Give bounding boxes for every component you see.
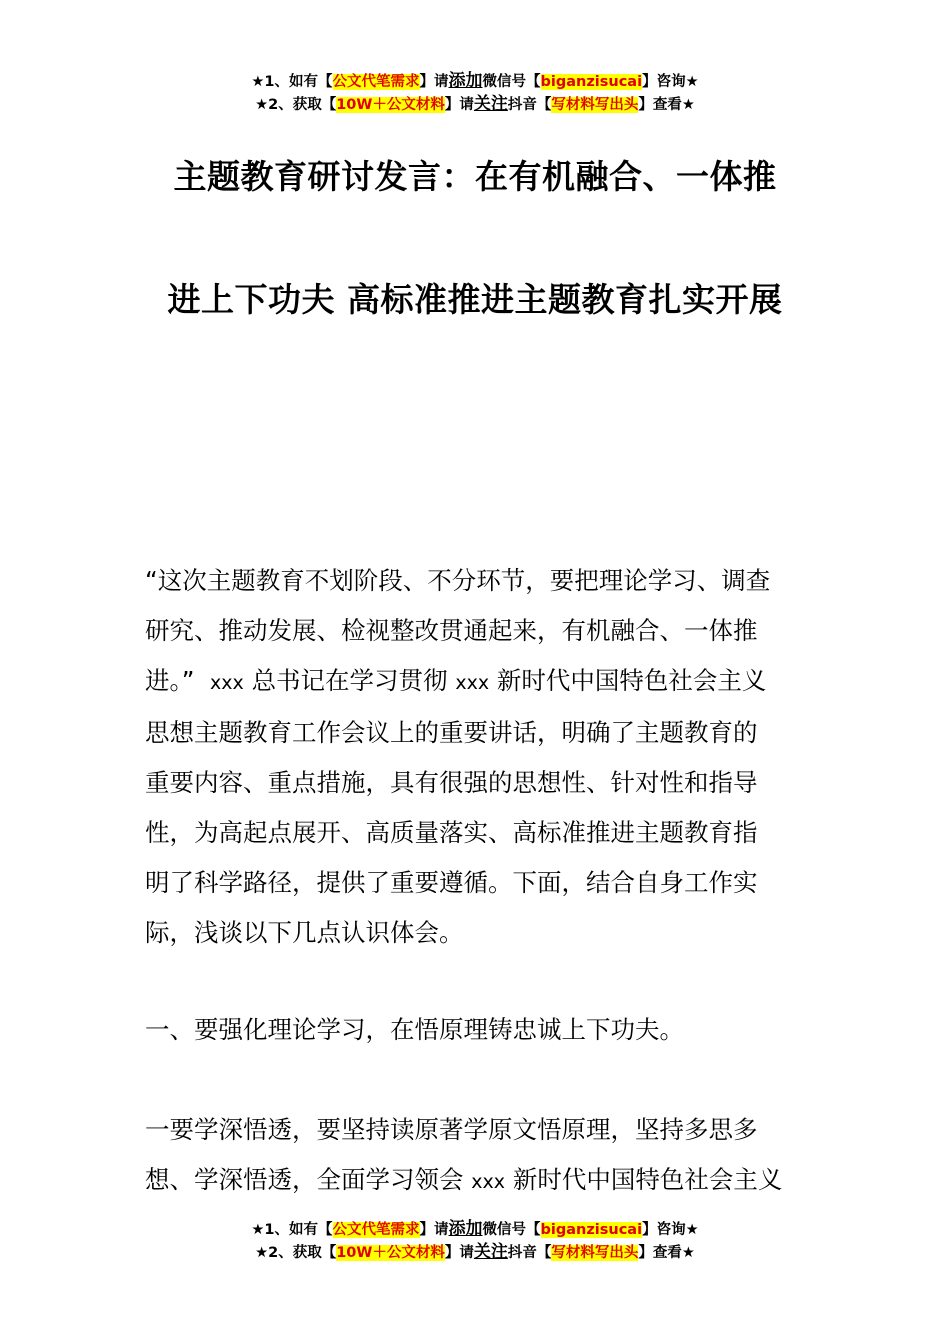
banner-line-2: [0, 1241, 950, 1264]
banner-text: 】请: [444, 97, 474, 113]
banner-text: 】请: [419, 74, 449, 90]
bottom-banner: [0, 1218, 950, 1264]
highlight-materials: 10W＋公文材料: [336, 1245, 445, 1261]
banner-text: 抖音【: [507, 1245, 552, 1261]
banner-text: ★1、如有【: [251, 1222, 333, 1238]
text-line: 思想主题教育工作会议上的重要讲话，明确了主题教育的: [145, 718, 758, 747]
top-banner: [0, 70, 950, 116]
banner-text: ★1、如有【: [251, 74, 333, 90]
banner-line-1: [0, 70, 950, 93]
section-heading-1: [145, 1005, 810, 1055]
banner-emphasis: 添加: [448, 71, 483, 91]
text-line: 际，浅谈以下几点认识体会。: [145, 918, 464, 947]
text-line: 想、学深悟透，全面学习领会 xxx 新时代中国特色社会主义: [145, 1165, 783, 1194]
banner-text: 微信号【: [482, 1222, 541, 1238]
paragraph-study: [145, 1105, 810, 1207]
page-title-line-2: 进上下功夫 高标准推进主题教育扎实开展: [167, 280, 783, 319]
highlight-wechat-id: biganzisucai: [540, 74, 643, 90]
banner-text: 】请: [444, 1245, 474, 1261]
banner-emphasis: 添加: [448, 1219, 483, 1239]
banner-text: ★2、获取【: [255, 1245, 337, 1261]
banner-text: 】查看★: [638, 1245, 695, 1261]
highlight-service: 公文代笔需求: [332, 1222, 420, 1238]
text-line: 一、要强化理论学习，在悟原理铸忠诚上下功夫。: [145, 1015, 684, 1044]
banner-line-2: [0, 93, 950, 116]
text-line: 明了科学路径，提供了重要遵循。下面，结合自身工作实: [145, 868, 758, 897]
text-line: 一要学深悟透，要坚持读原著学原文悟原理，坚持多思多: [145, 1115, 758, 1144]
banner-text: 】查看★: [638, 97, 695, 113]
text-line: 重要内容、重点措施，具有很强的思想性、针对性和指导: [145, 768, 758, 797]
highlight-materials: 10W＋公文材料: [336, 97, 445, 113]
banner-text: 微信号【: [482, 74, 541, 90]
banner-text: 】咨询★: [642, 74, 699, 90]
highlight-douyin-id: 写材料写出头: [551, 1245, 639, 1261]
text-line: 性，为高起点展开、高质量落实、高标准推进主题教育指: [145, 818, 758, 847]
text-line: “这次主题教育不划阶段、不分环节，要把理论学习、调查: [145, 566, 771, 595]
banner-text: 】请: [419, 1222, 449, 1238]
paragraph-intro: [145, 556, 810, 958]
banner-text: ★2、获取【: [255, 97, 337, 113]
highlight-service: 公文代笔需求: [332, 74, 420, 90]
banner-emphasis: 关注: [473, 1242, 508, 1262]
banner-emphasis: 关注: [473, 94, 508, 114]
banner-line-1: [0, 1218, 950, 1241]
highlight-wechat-id: biganzisucai: [540, 1222, 643, 1238]
highlight-douyin-id: 写材料写出头: [551, 97, 639, 113]
text-line: 进。” xxx 总书记在学习贯彻 xxx 新时代中国特色社会主义: [145, 666, 767, 695]
page-title-line-1: 主题教育研讨发言：在有机融合、一体推: [173, 157, 777, 196]
banner-text: 】咨询★: [642, 1222, 699, 1238]
banner-text: 抖音【: [507, 97, 552, 113]
text-line: 研究、推动发展、检视整改贯通起来，有机融合、一体推: [145, 616, 758, 645]
